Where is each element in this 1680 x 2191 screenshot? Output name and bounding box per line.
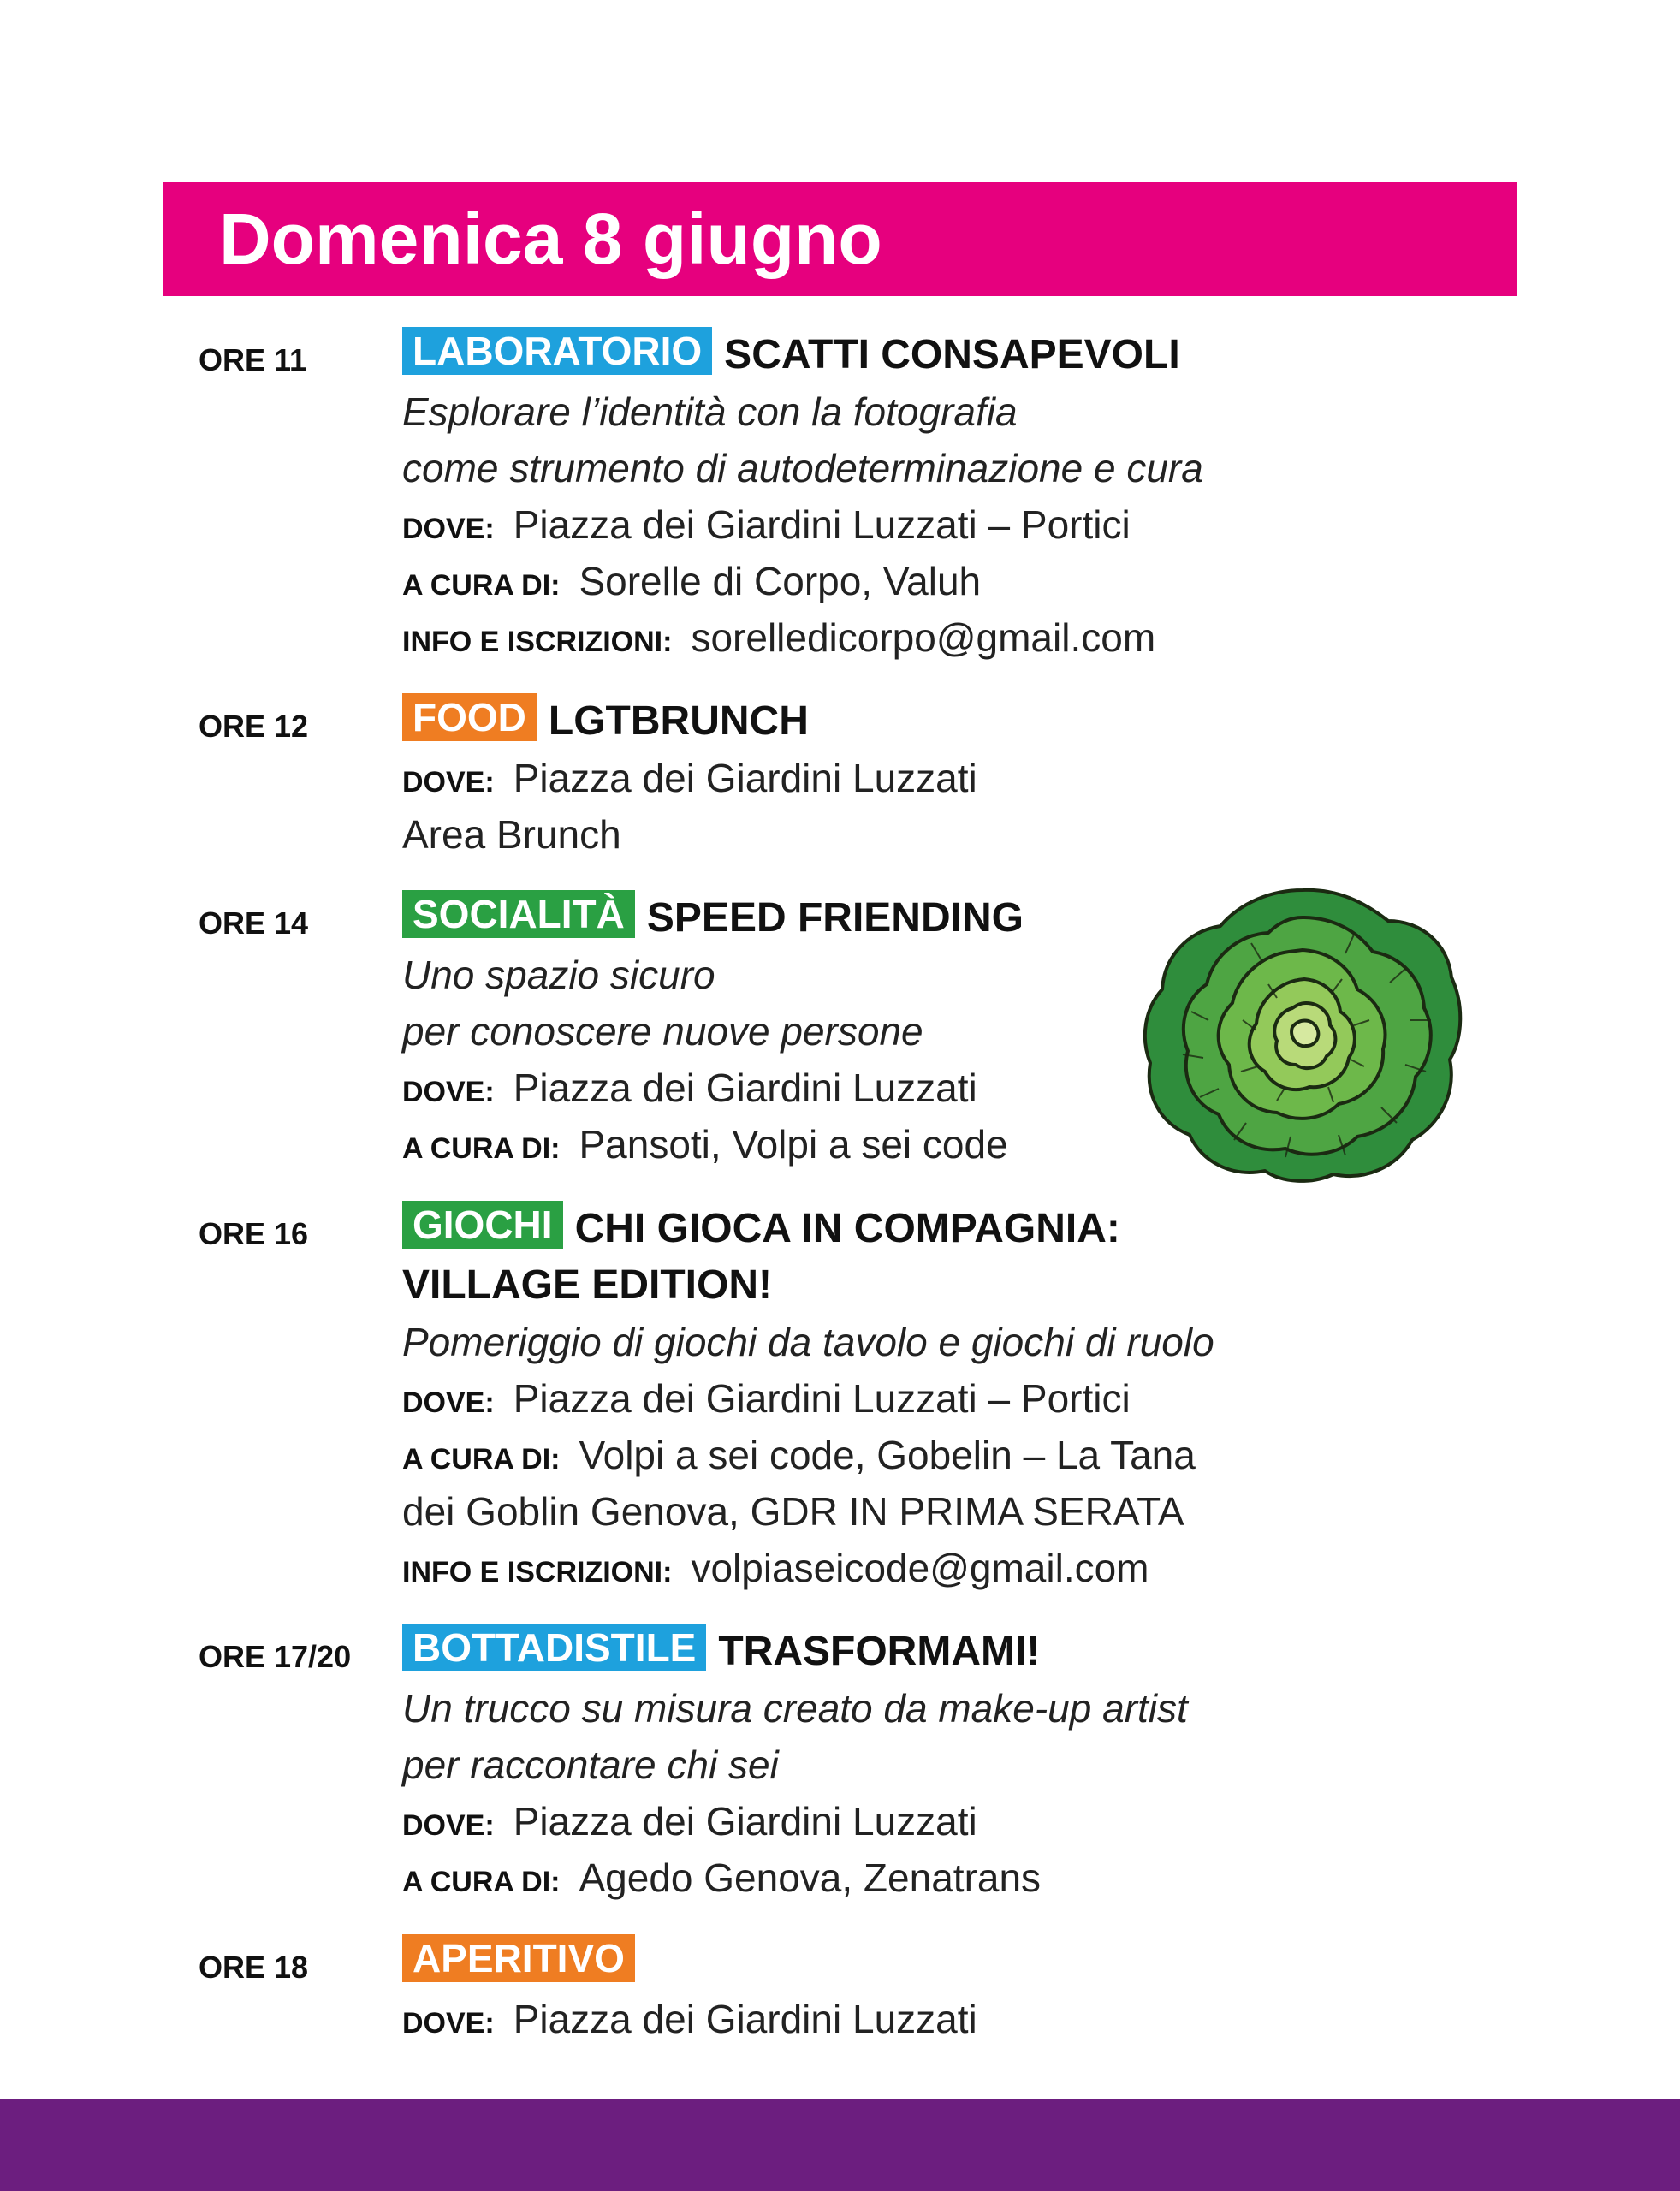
event-title-line (402, 1934, 1361, 1991)
page-title: Domenica 8 giugno (219, 199, 882, 279)
event-location (402, 1370, 1361, 1427)
event-info (402, 609, 1361, 666)
event-info (402, 1540, 1361, 1596)
location-detail: Area Brunch (402, 812, 621, 857)
event-title: SCATTI CONSAPEVOLI (724, 332, 1180, 377)
category-tag: GIOCHI (402, 1201, 563, 1249)
event-title-continued: VILLAGE EDITION! (402, 1262, 772, 1308)
organizers-value: Volpi a sei code, Gobelin – La Tana (579, 1433, 1196, 1477)
location-label: DOVE: (402, 1809, 495, 1842)
organizers-label: A CURA DI: (402, 569, 561, 602)
location-value: Piazza dei Giardini Luzzati – Portici (513, 502, 1131, 547)
category-tag: SOCIALITÀ (402, 890, 635, 938)
event-description: per conoscere nuove persone (402, 1009, 923, 1054)
organizers-label: A CURA DI: (402, 1132, 561, 1165)
event-title-line (402, 1201, 1361, 1257)
event-location (402, 496, 1361, 553)
event-description: Esplorare l’identità con la fotografia (402, 389, 1018, 434)
location-label: DOVE: (402, 1076, 495, 1108)
event-organizers (402, 1427, 1361, 1483)
category-tag: APERITIVO (402, 1934, 635, 1982)
footer-bar (0, 2099, 1680, 2191)
event-title: LGTBRUNCH (548, 698, 809, 744)
event-time: ORE 14 (199, 905, 309, 941)
event-location (402, 1991, 1361, 2047)
event-title-line (402, 1624, 1361, 1680)
location-value: Piazza dei Giardini Luzzati (513, 1799, 977, 1844)
event-time: ORE 17/20 (199, 1639, 352, 1674)
event-description: Un trucco su misura creato da make-up artist (402, 1686, 1188, 1731)
organizers-value: Pansoti, Volpi a sei code (579, 1122, 1008, 1167)
event-description: come strumento di autodeterminazione e cura (402, 446, 1203, 490)
succulent-illustration (1140, 883, 1465, 1185)
location-value: Piazza dei Giardini Luzzati – Portici (513, 1376, 1131, 1421)
location-value: Piazza dei Giardini Luzzati (513, 1997, 977, 2041)
organizers-label: A CURA DI: (402, 1443, 561, 1476)
event-title: SPEED FRIENDING (646, 895, 1024, 941)
event-location (402, 1793, 1361, 1850)
info-email-link[interactable]: volpiaseicode@gmail.com (691, 1546, 1149, 1590)
event-description: per raccontare chi sei (402, 1743, 779, 1787)
event-title-line (402, 693, 1361, 750)
event-organizers (402, 1850, 1361, 1906)
location-label: DOVE: (402, 513, 495, 545)
event-title: TRASFORMAMI! (718, 1629, 1041, 1674)
day-header (163, 182, 1517, 296)
info-label: INFO E ISCRIZIONI: (402, 1556, 673, 1588)
event-title: CHI GIOCA IN COMPAGNIA: (574, 1206, 1120, 1251)
organizers-value: Agedo Genova, Zenatrans (579, 1856, 1042, 1900)
location-label: DOVE: (402, 766, 495, 799)
event-time: ORE 16 (199, 1216, 309, 1251)
info-label: INFO E ISCRIZIONI: (402, 626, 673, 658)
event-time: ORE 12 (199, 709, 309, 744)
location-label: DOVE: (402, 1386, 495, 1419)
info-email-link[interactable]: sorelledicorpo@gmail.com (691, 615, 1156, 660)
organizers-label: A CURA DI: (402, 1866, 561, 1898)
event-time: ORE 11 (199, 342, 307, 377)
organizers-value: Sorelle di Corpo, Valuh (579, 559, 982, 603)
category-tag: FOOD (402, 693, 537, 741)
location-value: Piazza dei Giardini Luzzati (513, 756, 977, 800)
event-description: Pomeriggio di giochi da tavolo e giochi di ruolo (402, 1320, 1214, 1364)
event-description: Uno spazio sicuro (402, 953, 715, 997)
location-value: Piazza dei Giardini Luzzati (513, 1066, 977, 1110)
event-organizers (402, 553, 1361, 609)
organizers-continued: dei Goblin Genova, GDR IN PRIMA SERATA (402, 1489, 1184, 1534)
event-title-line (402, 327, 1361, 383)
location-label: DOVE: (402, 2007, 495, 2040)
event-time: ORE 18 (199, 1950, 309, 1985)
category-tag: LABORATORIO (402, 327, 712, 375)
category-tag: BOTTADISTILE (402, 1624, 706, 1671)
event-location (402, 750, 1361, 806)
